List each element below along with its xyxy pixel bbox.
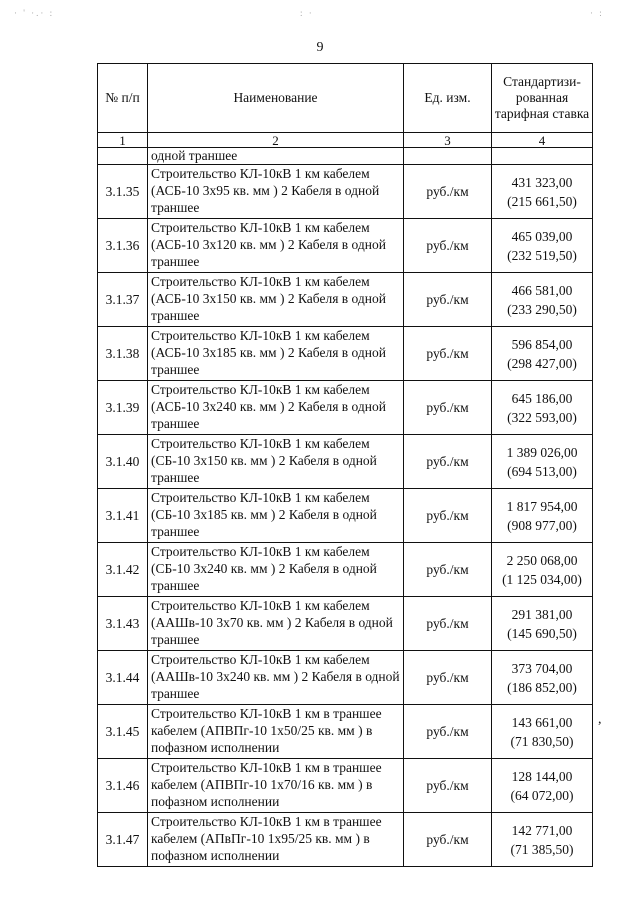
rate-value: 645 186,00 xyxy=(511,390,573,406)
row-name: Строительство КЛ-10кВ 1 км в траншее кабелем (АПвПг-10 1x95/25 кв. мм ) в пофазном исполнении xyxy=(148,813,404,867)
table-row xyxy=(98,759,593,813)
table-row xyxy=(98,543,593,597)
rate-half-value: (232 519,50) xyxy=(507,247,577,263)
row-unit: руб./км xyxy=(404,165,492,219)
scan-artifact: · : xyxy=(590,8,604,18)
rate-value: 1 389 026,00 xyxy=(506,444,578,460)
rate-value: 466 581,00 xyxy=(511,282,573,298)
column-index: 1 xyxy=(98,133,148,148)
rate-value: 143 661,00 xyxy=(511,714,573,730)
row-name: Строительство КЛ-10кВ 1 км кабелем (АСБ-10 3x240 кв. мм ) 2 Кабеля в одной траншее xyxy=(148,381,404,435)
rate-half-value: (71 830,50) xyxy=(510,733,574,749)
row-unit: руб./км xyxy=(404,219,492,273)
rate-half-value: (186 852,00) xyxy=(507,679,577,695)
row-rate xyxy=(492,219,593,273)
row-rate xyxy=(492,489,593,543)
row-number: 3.1.46 xyxy=(98,759,148,813)
scan-artifact: : · xyxy=(300,8,314,18)
row-number: 3.1.42 xyxy=(98,543,148,597)
row-name: Строительство КЛ-10кВ 1 км кабелем (СБ-10 3x185 кв. мм ) 2 Кабеля в одной траншее xyxy=(148,489,404,543)
table-row xyxy=(98,651,593,705)
rate-value: 128 144,00 xyxy=(511,768,573,784)
table-row xyxy=(98,381,593,435)
rate-value: 465 039,00 xyxy=(511,228,573,244)
page-number: 9 xyxy=(316,40,324,55)
row-number: 3.1.47 xyxy=(98,813,148,867)
stray-mark: , xyxy=(598,712,602,727)
row-rate xyxy=(492,705,593,759)
header-unit: Ед. изм. xyxy=(404,64,492,133)
table-row xyxy=(98,489,593,543)
rate-half-value: (298 427,00) xyxy=(507,355,577,371)
row-rate xyxy=(492,597,593,651)
row-name: Строительство КЛ-10кВ 1 км кабелем (АСБ-10 3x185 кв. мм ) 2 Кабеля в одной траншее xyxy=(148,327,404,381)
row-rate xyxy=(492,273,593,327)
header-rate: Стандартизи-рованная тарифная ставка xyxy=(492,64,593,133)
row-unit: руб./км xyxy=(404,381,492,435)
header-name: Наименование xyxy=(148,64,404,133)
row-rate xyxy=(492,165,593,219)
row-rate xyxy=(492,813,593,867)
table-row xyxy=(98,705,593,759)
row-number: 3.1.38 xyxy=(98,327,148,381)
row-number: 3.1.41 xyxy=(98,489,148,543)
rate-value: 291 381,00 xyxy=(511,606,573,622)
rate-value: 431 323,00 xyxy=(511,174,573,190)
row-number: 3.1.44 xyxy=(98,651,148,705)
row-name: Строительство КЛ-10кВ 1 км кабелем (АСБ-10 3x150 кв. мм ) 2 Кабеля в одной траншее xyxy=(148,273,404,327)
row-unit: руб./км xyxy=(404,759,492,813)
row-unit: руб./км xyxy=(404,813,492,867)
rate-value: 142 771,00 xyxy=(511,822,573,838)
rate-half-value: (233 290,50) xyxy=(507,301,577,317)
row-number: 3.1.36 xyxy=(98,219,148,273)
continuation-row xyxy=(98,148,593,165)
scan-artifact: · ' ·.· : xyxy=(14,8,55,18)
row-unit: руб./км xyxy=(404,705,492,759)
rate-half-value: (64 072,00) xyxy=(510,787,574,803)
column-index: 4 xyxy=(492,133,593,148)
row-unit: руб./км xyxy=(404,327,492,381)
row-unit: руб./км xyxy=(404,435,492,489)
column-index: 2 xyxy=(148,133,404,148)
table-row xyxy=(98,435,593,489)
row-name: Строительство КЛ-10кВ 1 км в траншее кабелем (АПВПг-10 1x70/16 кв. мм ) в пофазном исполнении xyxy=(148,759,404,813)
table-row xyxy=(98,219,593,273)
column-index-row xyxy=(98,133,593,148)
row-name: Строительство КЛ-10кВ 1 км в траншее кабелем (АПВПг-10 1x50/25 кв. мм ) в пофазном исполнении xyxy=(148,705,404,759)
rate-half-value: (71 385,50) xyxy=(510,841,574,857)
tariff-table xyxy=(97,63,593,867)
table-row xyxy=(98,273,593,327)
rate-half-value: (322 593,00) xyxy=(507,409,577,425)
row-rate xyxy=(492,651,593,705)
rate-half-value: (215 661,50) xyxy=(507,193,577,209)
row-number: 3.1.35 xyxy=(98,165,148,219)
row-number: 3.1.40 xyxy=(98,435,148,489)
row-unit: руб./км xyxy=(404,273,492,327)
row-rate xyxy=(492,543,593,597)
rate-half-value: (1 125 034,00) xyxy=(502,571,582,587)
row-rate xyxy=(492,327,593,381)
rate-half-value: (145 690,50) xyxy=(507,625,577,641)
rate-half-value: (908 977,00) xyxy=(507,517,577,533)
row-name: Строительство КЛ-10кВ 1 км кабелем (СБ-10 3x240 кв. мм ) 2 Кабеля в одной траншее xyxy=(148,543,404,597)
row-name: Строительство КЛ-10кВ 1 км кабелем (АСБ-10 3x95 кв. мм ) 2 Кабеля в одной траншее xyxy=(148,165,404,219)
table-row xyxy=(98,813,593,867)
row-unit: руб./км xyxy=(404,651,492,705)
continuation-text: одной траншее xyxy=(148,148,404,165)
header-number: № п/п xyxy=(98,64,148,133)
row-number: 3.1.43 xyxy=(98,597,148,651)
table-row xyxy=(98,597,593,651)
row-rate xyxy=(492,435,593,489)
row-unit: руб./км xyxy=(404,489,492,543)
table-row xyxy=(98,327,593,381)
table-row xyxy=(98,165,593,219)
rate-half-value: (694 513,00) xyxy=(507,463,577,479)
row-number: 3.1.45 xyxy=(98,705,148,759)
row-name: Строительство КЛ-10кВ 1 км кабелем (ААШв-10 3x240 кв. мм ) 2 Кабеля в одной траншее xyxy=(148,651,404,705)
rate-value: 596 854,00 xyxy=(511,336,573,352)
row-rate xyxy=(492,759,593,813)
row-number: 3.1.39 xyxy=(98,381,148,435)
header-row xyxy=(98,64,593,133)
row-number: 3.1.37 xyxy=(98,273,148,327)
rate-value: 1 817 954,00 xyxy=(506,498,578,514)
row-name: Строительство КЛ-10кВ 1 км кабелем (ААШв-10 3x70 кв. мм ) 2 Кабеля в одной траншее xyxy=(148,597,404,651)
rate-value: 2 250 068,00 xyxy=(506,552,578,568)
row-name: Строительство КЛ-10кВ 1 км кабелем (АСБ-10 3x120 кв. мм ) 2 Кабеля в одной траншее xyxy=(148,219,404,273)
column-index: 3 xyxy=(404,133,492,148)
row-name: Строительство КЛ-10кВ 1 км кабелем (СБ-10 3x150 кв. мм ) 2 Кабеля в одной траншее xyxy=(148,435,404,489)
row-unit: руб./км xyxy=(404,597,492,651)
row-rate xyxy=(492,381,593,435)
rate-value: 373 704,00 xyxy=(511,660,573,676)
row-unit: руб./км xyxy=(404,543,492,597)
